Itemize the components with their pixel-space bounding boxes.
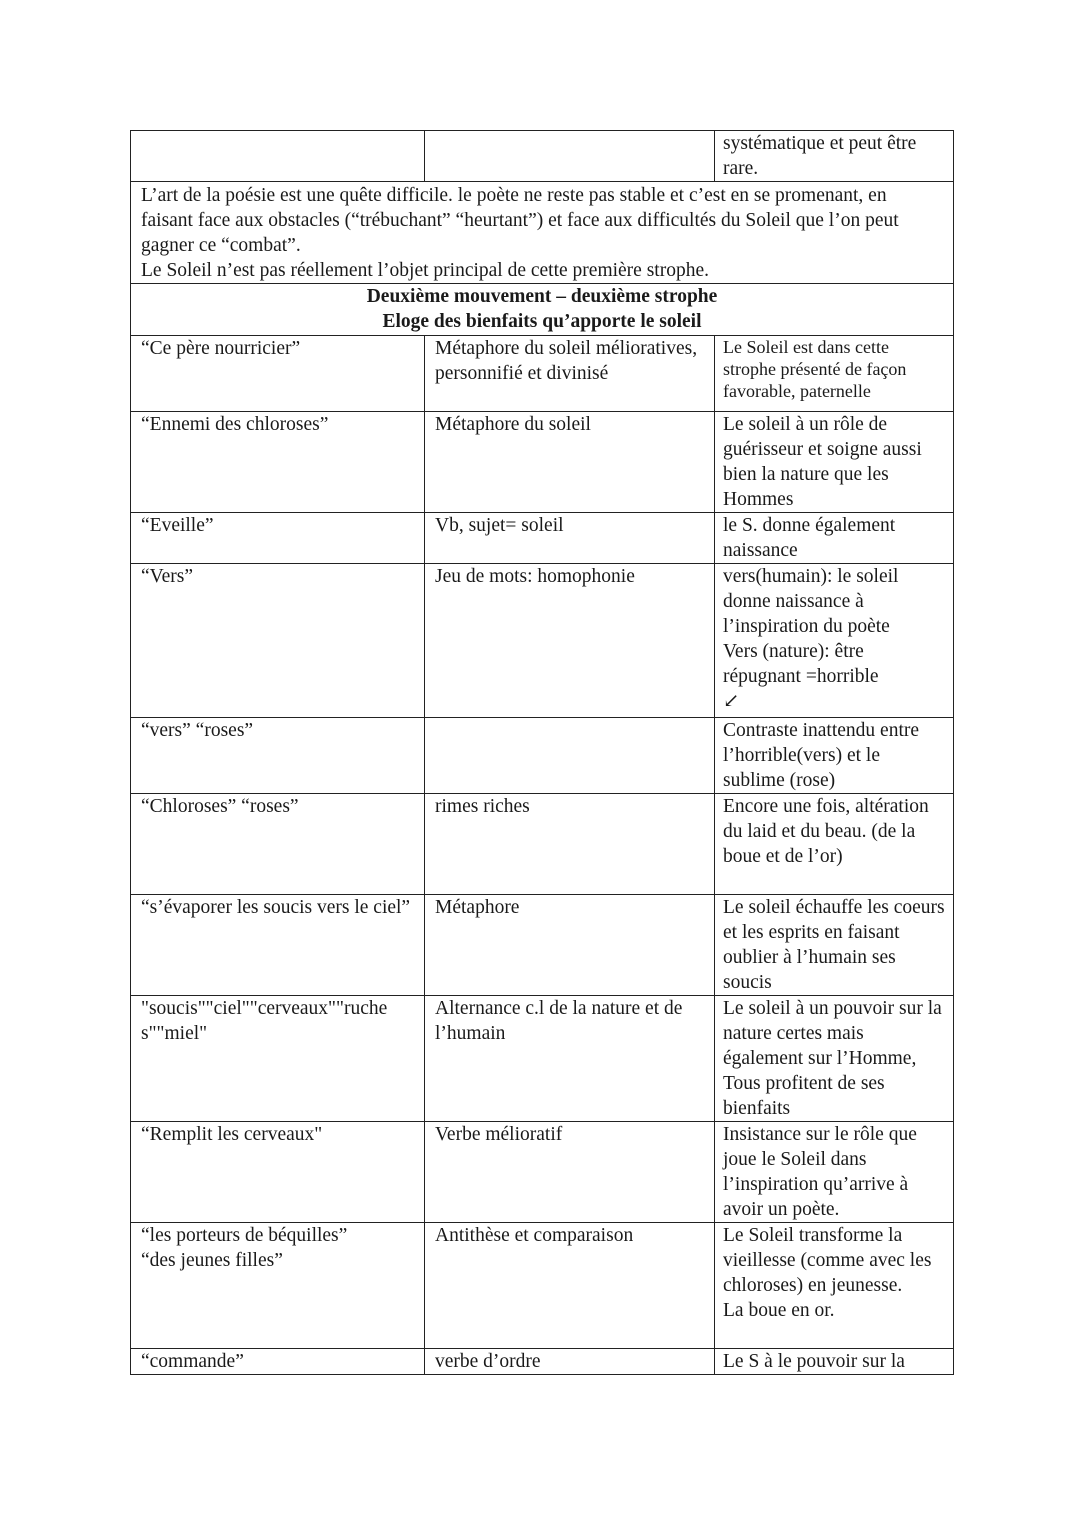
paragraph-row — [131, 182, 954, 284]
quote-cell: “Chloroses” “roses” — [131, 794, 425, 895]
table-row — [131, 996, 954, 1122]
figure-cell: Vb, sujet= soleil — [425, 513, 715, 564]
paragraph-text: L’art de la poésie est une quête difficile. le poète ne reste pas stable et c’est en se promenant, en faisant face aux obstacles (“trébuchant” “heurtant”) et face aux difficultés du Soleil que l’on peut gagner ce “combat”. — [141, 185, 899, 256]
analysis-cell: Le soleil échauffe les coeurs et les esprits en faisant oublier à l’humain ses soucis — [715, 895, 954, 996]
figure-cell — [425, 131, 715, 182]
section-title: Deuxième mouvement – deuxième strophe — [366, 286, 718, 307]
quote-cell: “Eveille” — [131, 513, 425, 564]
table-row — [131, 1122, 954, 1223]
paragraph-text-2: Le Soleil n’est pas réellement l’objet principal de cette première strophe. — [141, 260, 709, 281]
figure-cell: Métaphore du soleil — [425, 412, 715, 513]
analysis-cell: Le soleil à un pouvoir sur la nature certes mais également sur l’Homme, Tous profitent de ses bienfaits — [715, 996, 954, 1122]
quote-cell: “les porteurs de béquilles” “des jeunes filles” — [131, 1223, 425, 1349]
table-row — [131, 1349, 954, 1375]
section-subtitle: Eloge des bienfaits qu’apporte le soleil — [382, 311, 702, 332]
analysis-cell: Insistance sur le rôle que joue le Soleil dans l’inspiration qu’arrive à avoir un poète. — [715, 1122, 954, 1223]
table-row — [131, 564, 954, 718]
quote-cell — [131, 131, 425, 182]
analysis-cell: Contraste inattendu entre l’horrible(vers) et le sublime (rose) — [715, 718, 954, 794]
quote-cell: “Vers” — [131, 564, 425, 718]
table-row — [131, 412, 954, 513]
section-heading-cell — [131, 284, 954, 336]
analysis-cell: Le soleil à un rôle de guérisseur et soigne aussi bien la nature que les Hommes — [715, 412, 954, 513]
table-row — [131, 794, 954, 895]
analysis-table — [130, 130, 954, 1375]
document-page — [130, 130, 953, 1375]
quote-cell: "soucis""ciel""cerveaux""ruches""miel" — [131, 996, 425, 1122]
table-row-top — [131, 131, 954, 182]
quote-cell: “Ennemi des chloroses” — [131, 412, 425, 513]
figure-cell: Antithèse et comparaison — [425, 1223, 715, 1349]
figure-cell: Métaphore du soleil mélioratives, personnifié et divinisé — [425, 336, 715, 412]
analysis-cell: Encore une fois, altération du laid et du beau. (de la boue et de l’or) — [715, 794, 954, 895]
quote-cell: “Remplit les cerveaux" — [131, 1122, 425, 1223]
analysis-cell: le S. donne également naissance — [715, 513, 954, 564]
quote-cell: “s’évaporer les soucis vers le ciel” — [131, 895, 425, 996]
quote-cell: “vers” “roses” — [131, 718, 425, 794]
analysis-cell: Le S à le pouvoir sur la — [715, 1349, 954, 1375]
figure-cell: Alternance c.l de la nature et de l’humain — [425, 996, 715, 1122]
figure-cell: Jeu de mots: homophonie — [425, 564, 715, 718]
table-row — [131, 895, 954, 996]
figure-cell: verbe d’ordre — [425, 1349, 715, 1375]
section-heading-row — [131, 284, 954, 336]
table-row — [131, 1223, 954, 1349]
table-row — [131, 513, 954, 564]
quote-cell: “commande” — [131, 1349, 425, 1375]
table-row — [131, 718, 954, 794]
figure-cell: Métaphore — [425, 895, 715, 996]
quote-cell: “Ce père nourricier” — [131, 336, 425, 412]
analysis-cell: vers(humain): le soleil donne naissance à l’inspiration du poète Vers (nature): être répugnant =horrible ↙ — [715, 564, 954, 718]
analysis-cell: Le Soleil est dans cette strophe présenté de façon favorable, paternelle — [715, 336, 954, 412]
paragraph-cell — [131, 182, 954, 284]
table-row — [131, 336, 954, 412]
analysis-cell: Le Soleil transforme la vieillesse (comme avec les chloroses) en jeunesse. La boue en or. — [715, 1223, 954, 1349]
figure-cell — [425, 718, 715, 794]
analysis-cell: systématique et peut être rare. — [715, 131, 954, 182]
figure-cell: rimes riches — [425, 794, 715, 895]
figure-cell: Verbe mélioratif — [425, 1122, 715, 1223]
